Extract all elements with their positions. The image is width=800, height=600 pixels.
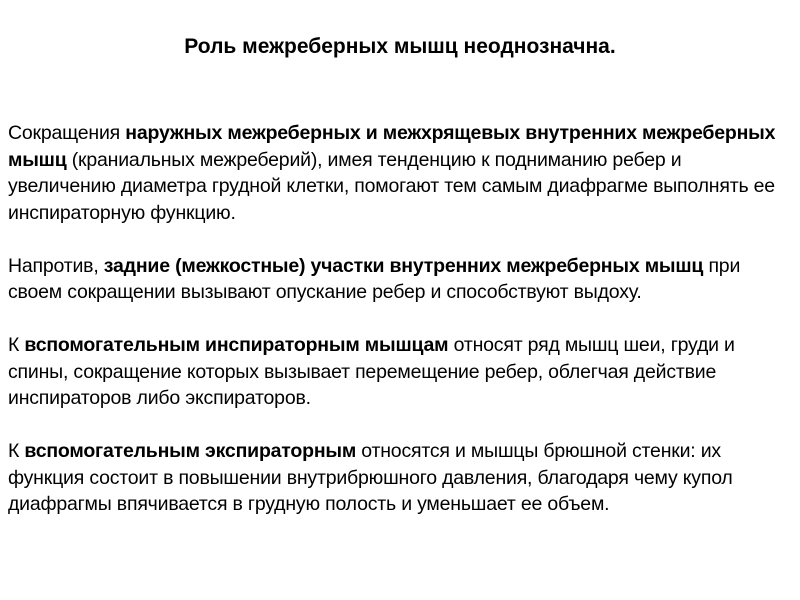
slide-body: [8, 120, 792, 518]
paragraph-posterior-intercostals: [8, 253, 792, 306]
paragraph-text: относят ряд мышц шеи, груди и спины, сокращение которых вызывает перемещение ребер, облегчая действие инспираторов либо экспираторов.: [8, 334, 735, 409]
paragraph-text: Сокращения: [8, 122, 126, 144]
paragraph-text: К: [8, 334, 25, 356]
paragraph-text: К: [8, 440, 25, 462]
paragraph-accessory-expiratory: [8, 438, 792, 518]
paragraph-text: относятся и мышцы брюшной стенки: их функция состоит в повышении внутрибрюшного давления, благодаря чему купол диафрагмы впячивается в грудную полость и уменьшает ее объем.: [8, 440, 733, 515]
paragraph-accessory-inspiratory: [8, 332, 792, 412]
paragraph-emphasis: наружных межреберных и межхрящевых внутренних межреберных мышц: [8, 122, 776, 171]
paragraph-text: (краниальных межреберий), имея тенденцию к подниманию ребер и увеличению диаметра грудной клетки, помогают тем самым диафрагме выполнять ее инспираторную функцию.: [8, 148, 775, 224]
paragraph-emphasis: задние (межкостные) участки внутренних межреберных мышц: [103, 254, 704, 277]
paragraph-external-intercostals: [8, 120, 792, 226]
paragraph-emphasis: вспомогательным экспираторным: [24, 440, 357, 462]
paragraph-text: Напротив,: [8, 254, 104, 277]
paragraph-emphasis: вспомогательным инспираторным мышцам: [24, 334, 449, 356]
paragraph-text: при своем сокращении вызывают опускание ребер и способствуют выдоху.: [8, 254, 741, 303]
slide-title: Роль межреберных мышц неоднозначна.: [184, 35, 616, 58]
